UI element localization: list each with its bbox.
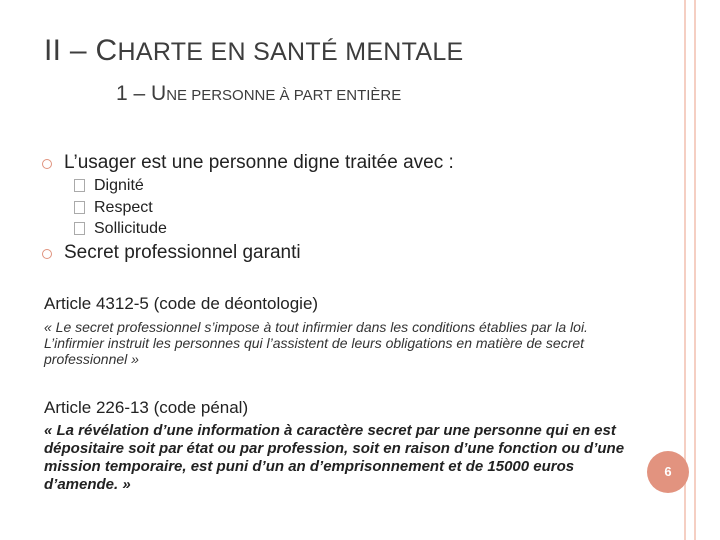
slide-subtitle (116, 82, 401, 106)
decorative-line (694, 0, 696, 540)
page-number-badge: 6 (647, 451, 689, 493)
sub-bullet-text: Respect (94, 199, 153, 216)
subtitle-lead: 1 – U (116, 82, 167, 105)
circle-bullet-icon (42, 249, 52, 259)
checkbox-bullet-icon (74, 222, 85, 235)
title-lead: II – C (44, 34, 118, 67)
article-quote: « Le secret professionnel s’impose à tout infirmier dans les conditions établies par la loi. L’infirmier instruit les personnes qui l’assistent de leurs obligations en matière de secret professionnel » (44, 319, 588, 367)
article-quote: « La révélation d’une information à caractère secret par une personne qui en est dépositaire soit par état ou par profession, soit en raison d’une fonction ou d’une mission temporaire, est puni d’un an d’emprisonnement et de 15000 euros d’amende. » (44, 422, 625, 493)
subtitle-rest: NE PERSONNE À PART ENTIÈRE (166, 87, 402, 104)
slide-title (44, 34, 464, 68)
checkbox-bullet-icon (74, 201, 85, 214)
sub-bullet-text: Sollicitude (94, 220, 167, 237)
checkbox-bullet-icon (74, 179, 85, 192)
article-heading: Article 226-13 (code pénal) (44, 398, 249, 417)
title-rest: HARTE EN SANTÉ MENTALE (117, 38, 464, 66)
article-heading: Article 4312-5 (code de déontologie) (44, 294, 319, 313)
circle-bullet-icon (42, 159, 52, 169)
sub-bullet-text: Dignité (94, 177, 144, 194)
bullet-text: Secret professionnel garanti (64, 242, 301, 263)
bullet-text: L’usager est une personne digne traitée avec : (64, 152, 454, 173)
